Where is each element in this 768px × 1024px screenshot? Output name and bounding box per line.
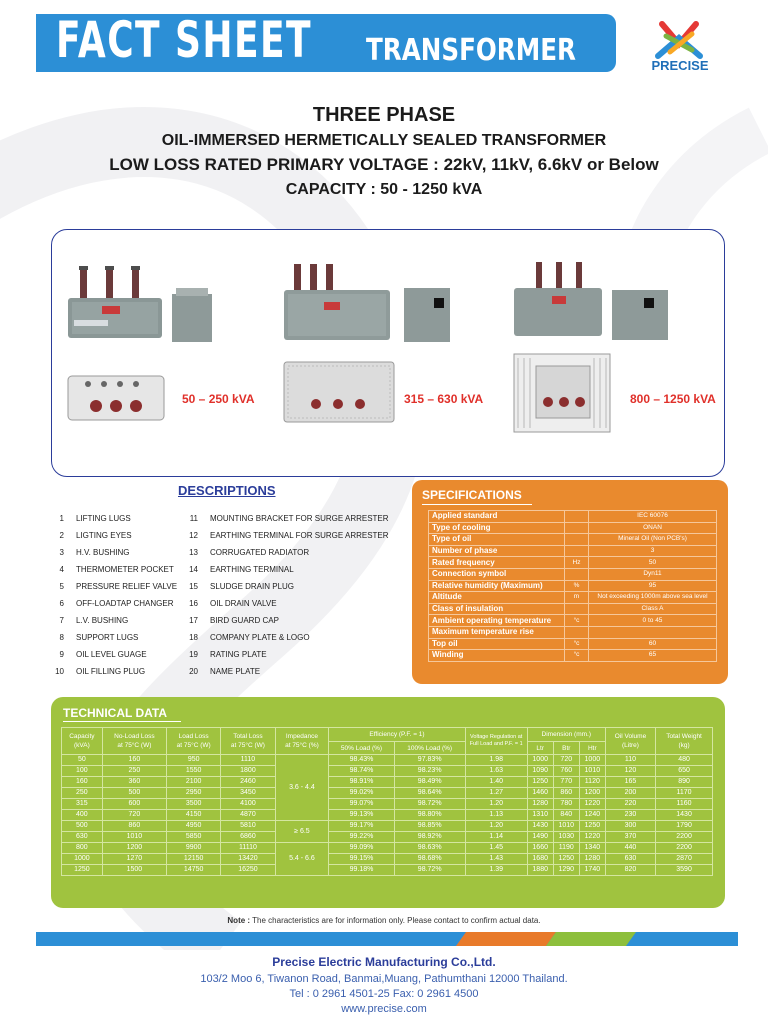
list-item: 13 CORRUGATED RADIATOR	[189, 548, 310, 557]
transformer-drawings	[52, 230, 726, 478]
spec-value: IEC 60076	[589, 511, 717, 523]
table-cell: 120	[605, 766, 655, 777]
table-cell: 99.13%	[329, 810, 394, 821]
header-dimension: Dimension (mm.)	[527, 728, 605, 742]
transformer-drawing-large	[514, 262, 668, 432]
table-cell: 1110	[221, 755, 275, 766]
table-cell: 1200	[102, 843, 166, 854]
spec-row	[429, 511, 717, 523]
table-cell: 250	[62, 788, 103, 799]
spec-value: 65	[589, 650, 717, 662]
spec-row	[429, 545, 717, 557]
table-cell: 2200	[656, 832, 713, 843]
spec-unit	[565, 534, 589, 546]
table-cell: 2200	[656, 843, 713, 854]
table-cell: 3500	[167, 799, 221, 810]
table-cell: 600	[102, 799, 166, 810]
technical-data-title: TECHNICAL DATA	[63, 706, 167, 720]
table-cell: 630	[605, 854, 655, 865]
spec-unit: m	[565, 592, 589, 604]
spec-value: 60	[589, 638, 717, 650]
table-cell: 98.23%	[394, 766, 465, 777]
spec-label: Type of cooling	[429, 522, 565, 534]
spec-label: Connection symbol	[429, 568, 565, 580]
header-eff-50: 50% Load (%)	[329, 742, 394, 755]
specifications-table	[428, 510, 717, 662]
table-cell: 220	[605, 799, 655, 810]
table-cell: 1660	[527, 843, 553, 854]
table-cell: 1170	[656, 788, 713, 799]
table-cell: 4950	[167, 821, 221, 832]
table-cell: 1010	[553, 821, 579, 832]
table-cell: 16250	[221, 865, 275, 876]
table-cell: 1090	[527, 766, 553, 777]
spec-row	[429, 534, 717, 546]
list-item: 15 SLUDGE DRAIN PLUG	[189, 582, 295, 591]
table-cell: 9900	[167, 843, 221, 854]
table-cell: 315	[62, 799, 103, 810]
table-cell: 1.45	[465, 843, 527, 854]
list-item: 17 BIRD GUARD CAP	[189, 616, 279, 625]
table-cell: 1000	[62, 854, 103, 865]
table-row	[62, 799, 713, 810]
table-cell: 500	[62, 821, 103, 832]
list-item: 8 SUPPORT LUGS	[59, 633, 139, 642]
table-row	[62, 755, 713, 766]
list-item: 20 NAME PLATE	[189, 667, 261, 676]
list-item: 12 EARTHING TERMINAL FOR SURGE ARRESTER	[189, 531, 389, 540]
table-cell: 250	[102, 766, 166, 777]
table-cell: 2100	[167, 777, 221, 788]
table-cell: 1160	[656, 799, 713, 810]
list-item: 16 OIL DRAIN VALVE	[189, 599, 277, 608]
spec-row	[429, 638, 717, 650]
spec-label: Top oil	[429, 638, 565, 650]
table-cell: 12150	[167, 854, 221, 865]
table-row	[62, 766, 713, 777]
impedance-cell: 3.6 - 4.4	[275, 755, 329, 821]
table-cell: 1800	[221, 766, 275, 777]
table-cell: 11110	[221, 843, 275, 854]
divider	[422, 504, 532, 505]
footer-color-band	[36, 932, 738, 946]
spec-unit	[565, 626, 589, 638]
specifications-panel	[412, 480, 728, 684]
table-cell: 165	[605, 777, 655, 788]
spec-unit	[565, 522, 589, 534]
header-capacity: Capacity (kVA)	[62, 728, 103, 755]
table-cell: 1340	[579, 843, 605, 854]
table-cell: 720	[553, 755, 579, 766]
spec-value: 50	[589, 557, 717, 569]
footer-company: Precise Electric Manufacturing Co.,Ltd.	[272, 955, 496, 969]
table-row	[62, 821, 713, 832]
spec-unit: Hz	[565, 557, 589, 569]
table-cell: 860	[553, 788, 579, 799]
table-cell: 1310	[527, 810, 553, 821]
list-item: 6 OFF-LOADTAP CHANGER	[59, 599, 174, 608]
table-cell: 1290	[553, 865, 579, 876]
list-item: 1 LIFTING LUGS	[59, 514, 131, 523]
table-cell: 1280	[527, 799, 553, 810]
table-cell: 2460	[221, 777, 275, 788]
table-cell: 99.18%	[329, 865, 394, 876]
table-cell: 110	[605, 755, 655, 766]
list-item: 2 LIGTING EYES	[59, 531, 132, 540]
spec-unit	[565, 568, 589, 580]
spec-label: Maximum temperature rise	[429, 626, 565, 638]
table-cell: 1490	[527, 832, 553, 843]
table-cell: 5850	[167, 832, 221, 843]
table-cell: 950	[167, 755, 221, 766]
spec-value: Mineral Oil (Non PCB's)	[589, 534, 717, 546]
table-cell: 1280	[579, 854, 605, 865]
table-cell: 99.22%	[329, 832, 394, 843]
spec-unit	[565, 545, 589, 557]
table-cell: 1030	[553, 832, 579, 843]
spec-unit: °c	[565, 638, 589, 650]
table-cell: 360	[102, 777, 166, 788]
table-cell: 6860	[221, 832, 275, 843]
table-cell: 160	[62, 777, 103, 788]
table-cell: 99.02%	[329, 788, 394, 799]
kva-label-large: 800 – 1250 kVA	[630, 392, 716, 406]
table-cell: 1.43	[465, 854, 527, 865]
footer-website[interactable]: www.precise.com	[341, 1003, 427, 1015]
table-cell: 1250	[579, 821, 605, 832]
header-impedance: Impedance at 75°C (%)	[275, 728, 329, 755]
table-cell: 98.72%	[394, 799, 465, 810]
spec-row	[429, 603, 717, 615]
spec-value: Class A	[589, 603, 717, 615]
table-cell: 300	[605, 821, 655, 832]
table-row	[62, 788, 713, 799]
table-cell: 1250	[527, 777, 553, 788]
footer-phone: Tel : 0 2961 4501-25 Fax: 0 2961 4500	[289, 988, 479, 1000]
spec-label: Class of insulation	[429, 603, 565, 615]
header-htr: Htr	[579, 742, 605, 755]
table-cell: 1240	[579, 810, 605, 821]
spec-label: Relative humidity (Maximum)	[429, 580, 565, 592]
table-cell: 1550	[167, 766, 221, 777]
table-cell: 630	[62, 832, 103, 843]
title-type: OIL-IMMERSED HERMETICALLY SEALED TRANSFORMER	[161, 132, 607, 149]
table-cell: 97.83%	[394, 755, 465, 766]
table-cell: 720	[102, 810, 166, 821]
table-cell: 1.63	[465, 766, 527, 777]
table-cell: 800	[62, 843, 103, 854]
spec-label: Applied standard	[429, 511, 565, 523]
table-cell: 370	[605, 832, 655, 843]
header-load-loss: Load Loss at 75°C (W)	[167, 728, 221, 755]
table-cell: 1250	[62, 865, 103, 876]
table-cell: 99.17%	[329, 821, 394, 832]
table-row	[62, 865, 713, 876]
table-cell: 650	[656, 766, 713, 777]
table-cell: 160	[102, 755, 166, 766]
table-cell: 1.14	[465, 832, 527, 843]
specifications-title: SPECIFICATIONS	[422, 488, 522, 502]
table-cell: 50	[62, 755, 103, 766]
spec-row	[429, 522, 717, 534]
table-row	[62, 854, 713, 865]
table-cell: 1220	[579, 799, 605, 810]
footer-address: 103/2 Moo 6, Tiwanon Road, Banmai,Muang, Pathumthani 12000 Thailand.	[200, 973, 568, 985]
spec-row	[429, 615, 717, 627]
table-row	[62, 843, 713, 854]
table-cell: 98.91%	[329, 777, 394, 788]
table-cell: 1500	[102, 865, 166, 876]
spec-value: Not exceeding 1000m above sea level	[589, 592, 717, 604]
table-cell: 98.64%	[394, 788, 465, 799]
header-ltr: Ltr	[527, 742, 553, 755]
table-cell: 840	[553, 810, 579, 821]
spec-unit	[565, 511, 589, 523]
table-cell: 13420	[221, 854, 275, 865]
table-cell: 770	[553, 777, 579, 788]
table-cell: 1880	[527, 865, 553, 876]
table-cell: 230	[605, 810, 655, 821]
spec-row	[429, 568, 717, 580]
list-item: 14 EARTHING TERMINAL	[189, 565, 294, 574]
impedance-cell: 5.4 - 6.6	[275, 843, 329, 876]
header-noload-loss: No-Load Loss at 75°C (W)	[102, 728, 166, 755]
table-cell: 1000	[527, 755, 553, 766]
table-cell: 1.98	[465, 755, 527, 766]
header-subtitle: TRANSFORMER	[366, 33, 576, 68]
technical-data-panel	[51, 697, 725, 908]
table-cell: 98.92%	[394, 832, 465, 843]
table-cell: 440	[605, 843, 655, 854]
table-cell: 400	[62, 810, 103, 821]
spec-unit	[565, 603, 589, 615]
table-cell: 1430	[656, 810, 713, 821]
table-cell: 2950	[167, 788, 221, 799]
descriptions-title: DESCRIPTIONS	[178, 483, 276, 498]
table-cell: 14750	[167, 865, 221, 876]
title-capacity: CAPACITY : 50 - 1250 kVA	[285, 181, 483, 198]
drawings-panel	[51, 229, 725, 477]
header-eff-100: 100% Load (%)	[394, 742, 465, 755]
table-cell: 3450	[221, 788, 275, 799]
note: Note : The characteristics are for information only. Please contact to confirm actual data.	[227, 916, 541, 925]
table-cell: 98.74%	[329, 766, 394, 777]
table-row	[62, 810, 713, 821]
table-cell: 1.20	[465, 821, 527, 832]
kva-label-medium: 315 – 630 kVA	[404, 392, 484, 406]
table-cell: 1010	[102, 832, 166, 843]
table-cell: 1.20	[465, 799, 527, 810]
table-cell: 1220	[579, 832, 605, 843]
table-cell: 98.72%	[394, 865, 465, 876]
header-total-loss: Total Loss at 75°C (W)	[221, 728, 275, 755]
spec-unit: °c	[565, 615, 589, 627]
title-phase: THREE PHASE	[312, 104, 456, 126]
spec-row	[429, 626, 717, 638]
spec-row	[429, 580, 717, 592]
descriptions-list-left	[44, 510, 177, 680]
header-total-weight: Total Weight (kg)	[656, 728, 713, 755]
table-cell: 98.63%	[394, 843, 465, 854]
table-cell: 860	[102, 821, 166, 832]
table-cell: 1460	[527, 788, 553, 799]
table-cell: 3590	[656, 865, 713, 876]
table-cell: 500	[102, 788, 166, 799]
header-oil-volume: Oil Volume (Litre)	[605, 728, 655, 755]
table-cell: 780	[553, 799, 579, 810]
table-cell: 2870	[656, 854, 713, 865]
table-cell: 99.07%	[329, 799, 394, 810]
table-cell: 1190	[553, 843, 579, 854]
header-title: FACT SHEET	[56, 11, 313, 69]
list-item: 19 RATING PLATE	[189, 650, 267, 659]
spec-row	[429, 557, 717, 569]
table-cell: 1.27	[465, 788, 527, 799]
table-cell: 99.09%	[329, 843, 394, 854]
spec-label: Number of phase	[429, 545, 565, 557]
list-item: 9 OIL LEVEL GUAGE	[59, 650, 147, 659]
table-cell: 1000	[579, 755, 605, 766]
header-efficiency: Efficiency (P.F. = 1)	[329, 728, 465, 742]
spec-label: Winding	[429, 650, 565, 662]
spec-value: ONAN	[589, 522, 717, 534]
table-cell: 1680	[527, 854, 553, 865]
table-cell: 1200	[579, 788, 605, 799]
spec-label: Ambient operating temperature	[429, 615, 565, 627]
table-cell: 98.80%	[394, 810, 465, 821]
spec-value	[589, 626, 717, 638]
header-voltage-regulation: Voltage Regulation at Full Load and P.F. = 1	[465, 728, 527, 755]
spec-label: Rated frequency	[429, 557, 565, 569]
table-cell: 98.49%	[394, 777, 465, 788]
spec-label: Altitude	[429, 592, 565, 604]
divider	[63, 721, 181, 722]
table-cell: 1740	[579, 865, 605, 876]
logo-text: PRECISE	[651, 58, 709, 73]
table-cell: 1270	[102, 854, 166, 865]
table-row	[62, 832, 713, 843]
kva-label-small: 50 – 250 kVA	[182, 392, 255, 406]
table-cell: 480	[656, 755, 713, 766]
spec-unit: %	[565, 580, 589, 592]
list-item: 4 THERMOMETER POCKET	[59, 565, 174, 574]
spec-row	[429, 650, 717, 662]
table-cell: 4150	[167, 810, 221, 821]
list-item: 10 OIL FILLING PLUG	[55, 667, 146, 676]
spec-label: Type of oil	[429, 534, 565, 546]
table-cell: 1430	[527, 821, 553, 832]
spec-row	[429, 592, 717, 604]
table-cell: 1010	[579, 766, 605, 777]
table-cell: 890	[656, 777, 713, 788]
list-item: 5 PRESSURE RELIEF VALVE	[59, 582, 178, 591]
list-item: 18 COMPANY PLATE & LOGO	[189, 633, 310, 642]
table-cell: 4100	[221, 799, 275, 810]
table-cell: 820	[605, 865, 655, 876]
table-cell: 98.85%	[394, 821, 465, 832]
impedance-cell: ≥ 6.5	[275, 821, 329, 843]
table-cell: 5810	[221, 821, 275, 832]
list-item: 11 MOUNTING BRACKET FOR SURGE ARRESTER	[189, 514, 389, 523]
table-cell: 4870	[221, 810, 275, 821]
table-cell: 100	[62, 766, 103, 777]
table-cell: 1250	[553, 854, 579, 865]
technical-data-table	[61, 727, 713, 876]
title-voltage: LOW LOSS RATED PRIMARY VOLTAGE : 22kV, 11kV, 6.6kV or Below	[109, 155, 659, 174]
table-cell: 1.13	[465, 810, 527, 821]
table-cell: 98.43%	[329, 755, 394, 766]
table-cell: 200	[605, 788, 655, 799]
table-cell: 99.15%	[329, 854, 394, 865]
list-item: 7 L.V. BUSHING	[59, 616, 129, 625]
table-row	[62, 777, 713, 788]
spec-value: Dyn11	[589, 568, 717, 580]
descriptions-list-right	[178, 510, 389, 680]
table-cell: 760	[553, 766, 579, 777]
spec-value: 95	[589, 580, 717, 592]
spec-value: 3	[589, 545, 717, 557]
header-btr: Btr	[553, 742, 579, 755]
list-item: 3 H.V. BUSHING	[59, 548, 130, 557]
table-cell: 1120	[579, 777, 605, 788]
table-cell: 98.68%	[394, 854, 465, 865]
table-cell: 1790	[656, 821, 713, 832]
spec-value: 0 to 45	[589, 615, 717, 627]
table-cell: 1.39	[465, 865, 527, 876]
spec-unit: °c	[565, 650, 589, 662]
table-cell: 1.40	[465, 777, 527, 788]
